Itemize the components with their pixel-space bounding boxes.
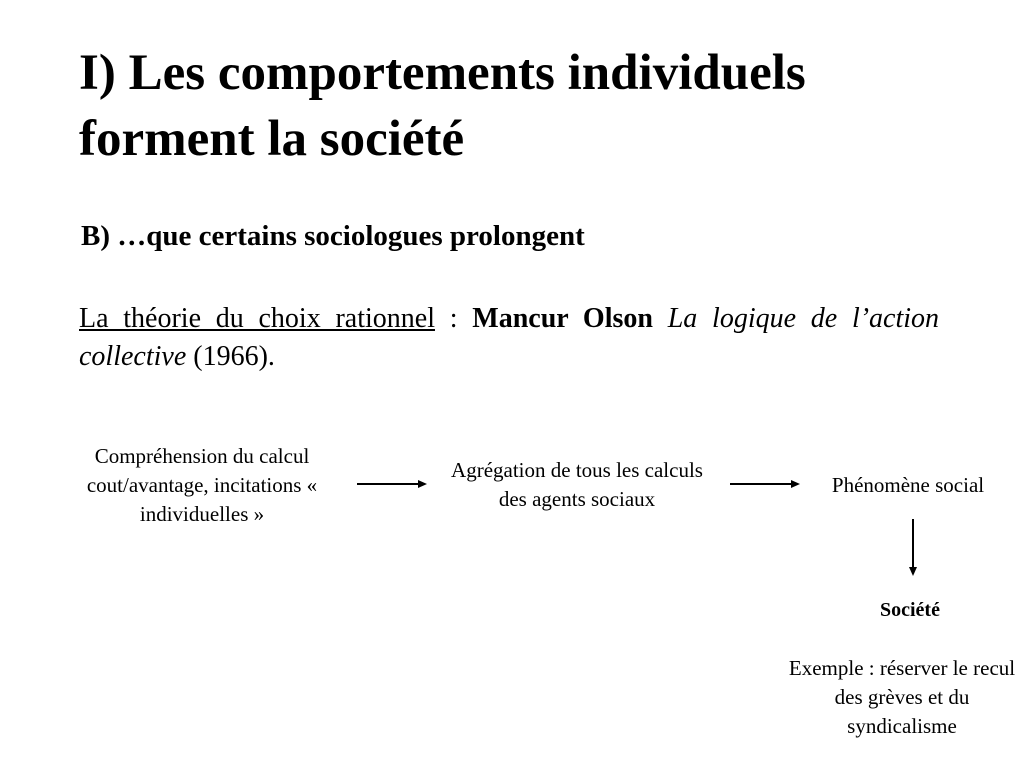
diagram-step-calculation: Compréhension du calcul cout/avantage, incitations « individuelles » xyxy=(86,444,318,526)
arrow-step1-to-step2 xyxy=(357,480,427,488)
section-subtitle: B) …que certains sociologues prolongent xyxy=(81,220,585,252)
publication-year: (1966). xyxy=(186,341,275,372)
theory-separator: : xyxy=(434,303,473,334)
author-space xyxy=(653,303,668,334)
diagram-example: Exemple : réserver le recul des grèves et du syndicalisme xyxy=(788,656,1016,738)
diagram-step-aggregation: Agrégation de tous les calculs des agents sociaux xyxy=(451,458,703,511)
theory-paragraph xyxy=(79,300,939,376)
book-title: La logique de l’action collective xyxy=(79,303,940,372)
diagram-step-society: Société xyxy=(880,599,940,621)
arrow-step3-to-society xyxy=(909,519,917,576)
slide-title: I) Les comportements individuels forment la société xyxy=(79,45,806,167)
theory-name: La théorie du choix rationnel xyxy=(79,303,435,334)
author-name: Mancur Olson xyxy=(472,303,653,334)
arrow-step2-to-step3 xyxy=(730,480,800,488)
diagram-step-social-phenomenon: Phénomène social xyxy=(831,473,985,497)
